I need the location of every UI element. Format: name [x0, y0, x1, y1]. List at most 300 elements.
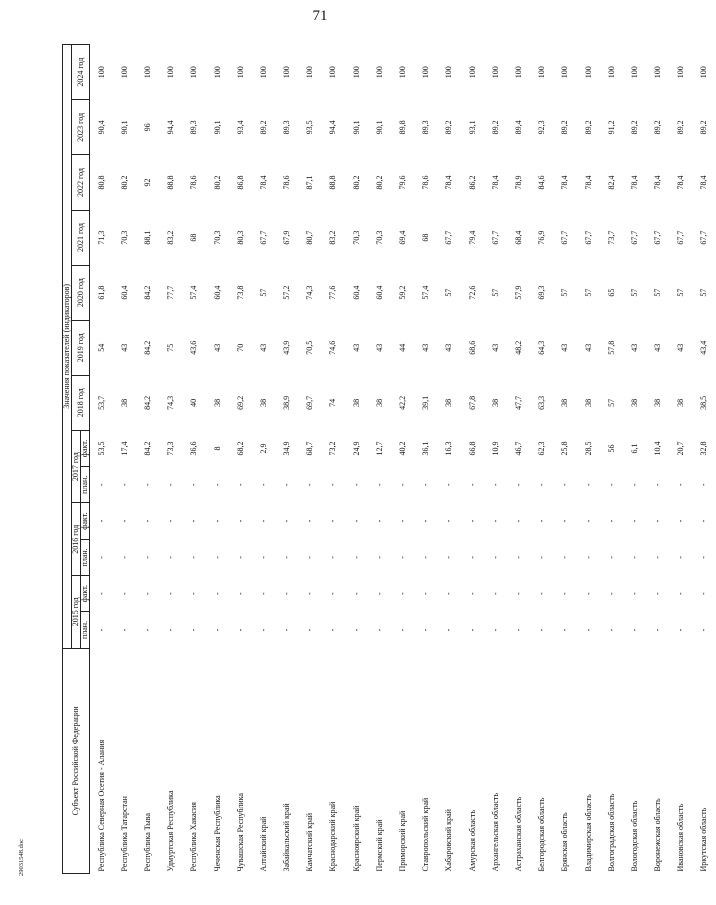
table-row	[368, 45, 391, 874]
value-cell-p17: -	[560, 483, 570, 487]
value-cell-p17: -	[444, 483, 454, 487]
value-cell-y2018: 84,2	[142, 395, 152, 410]
value-cell-y2020: 69,3	[537, 285, 547, 300]
value-cell-y2024: 100	[676, 66, 686, 79]
table-row	[229, 45, 252, 874]
value-cell-y2024: 100	[444, 66, 454, 79]
value-cell-y2018: 38	[374, 398, 384, 407]
value-cell-y2023: 89,4	[513, 120, 523, 135]
value-cell-y2023: 89,2	[444, 120, 454, 135]
value-cell-y2020: 59,2	[398, 285, 408, 300]
fact-2016-header: факт.	[81, 503, 90, 539]
value-cell-y2023: 92,3	[537, 120, 547, 135]
footer-filename: 29031548.doc	[18, 838, 25, 876]
value-cell-f17: 32,8	[699, 441, 709, 456]
value-cell-f15: -	[444, 592, 454, 596]
value-cell-p16: -	[258, 556, 268, 559]
value-cell-y2024: 100	[490, 66, 500, 79]
value-cell-p16: -	[583, 556, 593, 559]
value-cell-y2019: 43	[444, 343, 454, 352]
value-cell-y2019: 43	[629, 343, 639, 352]
value-cell-f17: 56	[606, 444, 616, 453]
value-cell-f16: -	[96, 519, 106, 523]
value-cell-y2024: 100	[258, 66, 268, 79]
value-cell-p16: -	[374, 556, 384, 559]
fact-2015-header: факт.	[81, 576, 90, 612]
value-cell-y2023: 93,4	[235, 120, 245, 135]
value-cell-y2023: 89,2	[629, 120, 639, 135]
value-cell-f16: -	[189, 519, 199, 523]
value-cell-f16: -	[490, 519, 500, 523]
value-cell-y2022: 78,6	[189, 175, 199, 190]
value-cell-y2024: 100	[583, 66, 593, 79]
value-cell-y2021: 73,7	[606, 230, 616, 245]
value-cell-p15: -	[653, 628, 663, 632]
value-cell-y2022: 78,4	[653, 175, 663, 190]
value-cell-y2023: 89,8	[398, 120, 408, 135]
value-cell-y2018: 69,7	[305, 395, 315, 410]
region-cell: Ставропольский край	[421, 797, 431, 872]
value-cell-y2024: 100	[142, 66, 152, 79]
value-cell-p16: -	[282, 556, 292, 559]
value-cell-y2021: 68,4	[513, 230, 523, 245]
value-cell-y2021: 83,2	[166, 230, 176, 245]
plan-2015-header: план.	[81, 612, 90, 648]
value-cell-f16: -	[629, 519, 639, 523]
value-cell-y2022: 88,8	[328, 175, 338, 190]
value-cell-y2018: 38	[583, 398, 593, 407]
value-cell-y2024: 100	[398, 66, 408, 79]
value-cell-y2021: 71,3	[96, 230, 106, 245]
value-cell-p15: -	[490, 628, 500, 632]
value-cell-y2022: 86,2	[467, 175, 477, 190]
value-cell-y2019: 43	[583, 343, 593, 352]
value-cell-y2024: 100	[606, 66, 616, 79]
value-cell-y2021: 70,3	[212, 230, 222, 245]
value-cell-p17: -	[235, 483, 245, 487]
value-cell-f15: -	[328, 592, 338, 596]
region-cell: Камчатский край	[305, 812, 315, 872]
value-cell-p15: -	[189, 628, 199, 632]
value-cell-y2023: 89,3	[189, 120, 199, 135]
value-cell-f15: -	[189, 592, 199, 596]
value-cell-f17: 2,9	[258, 443, 268, 454]
region-cell: Краснодарский край	[328, 801, 338, 872]
value-cell-p16: -	[560, 556, 570, 559]
value-cell-y2021: 67,7	[629, 230, 639, 245]
value-cell-y2024: 100	[374, 66, 384, 79]
value-cell-y2022: 86,8	[235, 175, 245, 190]
region-cell: Республика Северная Осетия - Алания	[96, 739, 106, 872]
table-row	[577, 45, 600, 874]
value-cell-p15: -	[444, 628, 454, 632]
value-cell-y2021: 67,7	[560, 230, 570, 245]
value-cell-y2022: 78,4	[444, 175, 454, 190]
value-cell-y2019: 75	[166, 343, 176, 352]
value-cell-p17: -	[374, 483, 384, 487]
value-cell-p16: -	[166, 556, 176, 559]
value-cell-y2022: 78,6	[282, 175, 292, 190]
value-cell-p15: -	[166, 628, 176, 632]
value-cell-f16: -	[305, 519, 315, 523]
value-cell-p17: -	[305, 483, 315, 487]
value-cell-f15: -	[258, 592, 268, 596]
value-cell-y2018: 74,3	[166, 395, 176, 410]
table-row	[90, 45, 114, 874]
value-cell-y2022: 80,2	[119, 175, 129, 190]
table-row	[206, 45, 229, 874]
value-cell-y2019: 43	[351, 343, 361, 352]
table-row	[322, 45, 345, 874]
value-cell-p17: -	[189, 483, 199, 487]
value-cell-y2020: 57,2	[282, 285, 292, 300]
value-cell-y2022: 80,2	[351, 175, 361, 190]
value-cell-y2021: 76,9	[537, 230, 547, 245]
value-cell-f15: -	[374, 592, 384, 596]
value-cell-p15: -	[421, 628, 431, 632]
value-cell-y2019: 43	[421, 343, 431, 352]
value-cell-f15: -	[676, 592, 686, 596]
value-cell-y2020: 74,3	[305, 285, 315, 300]
value-cell-y2023: 89,3	[282, 120, 292, 135]
value-cell-p16: -	[142, 556, 152, 559]
value-cell-y2020: 61,8	[96, 285, 106, 300]
value-cell-p15: -	[513, 628, 523, 632]
value-cell-f17: 68,7	[305, 441, 315, 456]
region-column-header: Субъект Российской Федерации	[63, 648, 90, 873]
value-cell-y2018: 47,7	[513, 395, 523, 410]
value-cell-y2024: 100	[305, 66, 315, 79]
value-cell-y2021: 88,1	[142, 230, 152, 245]
value-cell-y2020: 57	[629, 288, 639, 297]
region-cell: Забайкальский край	[282, 803, 292, 872]
value-cell-f16: -	[537, 519, 547, 523]
value-cell-p17: -	[421, 483, 431, 487]
value-cell-f16: -	[119, 519, 129, 523]
table-row	[345, 45, 368, 874]
value-cell-f15: -	[235, 592, 245, 596]
value-cell-y2021: 68	[421, 233, 431, 242]
value-cell-f16: -	[142, 519, 152, 523]
value-cell-y2024: 100	[699, 66, 709, 79]
value-cell-p15: -	[258, 628, 268, 632]
value-cell-f16: -	[699, 519, 709, 523]
value-cell-y2022: 80,8	[96, 175, 106, 190]
value-cell-f15: -	[629, 592, 639, 596]
value-cell-f17: 20,7	[676, 441, 686, 456]
value-cell-y2020: 60,4	[119, 285, 129, 300]
value-cell-p17: -	[699, 483, 709, 487]
value-cell-f15: -	[398, 592, 408, 596]
value-cell-f17: 16,3	[444, 441, 454, 456]
value-cell-f17: 17,4	[119, 441, 129, 456]
value-cell-y2024: 100	[351, 66, 361, 79]
table-row	[415, 45, 438, 874]
value-cell-y2024: 100	[467, 66, 477, 79]
year-2018-header: 2018 год	[72, 375, 90, 430]
value-cell-f17: 8	[212, 446, 222, 451]
region-cell: Хабаровский край	[444, 809, 454, 872]
value-cell-p16: -	[235, 556, 245, 559]
region-cell: Волгоградская область	[606, 793, 616, 872]
value-cell-f15: -	[96, 592, 106, 596]
value-cell-p17: -	[328, 483, 338, 487]
value-cell-y2019: 43	[374, 343, 384, 352]
value-cell-y2019: 74,6	[328, 340, 338, 355]
value-cell-y2022: 78,4	[699, 175, 709, 190]
value-cell-y2022: 80,2	[374, 175, 384, 190]
table-row	[276, 45, 299, 874]
value-cell-f16: -	[606, 519, 616, 523]
value-cell-y2019: 68,6	[467, 340, 477, 355]
value-cell-y2022: 78,4	[490, 175, 500, 190]
value-cell-y2019: 43	[653, 343, 663, 352]
value-cell-p16: -	[537, 556, 547, 559]
region-cell: Алтайский край	[258, 816, 268, 872]
value-cell-y2023: 96	[142, 123, 152, 132]
value-cell-y2023: 89,2	[676, 120, 686, 135]
value-cell-p16: -	[305, 556, 315, 559]
value-cell-p16: -	[351, 556, 361, 559]
value-cell-f15: -	[513, 592, 523, 596]
value-cell-f15: -	[583, 592, 593, 596]
value-cell-y2023: 93,5	[305, 120, 315, 135]
value-cell-p15: -	[282, 628, 292, 632]
year-2015-header: 2015 год	[72, 576, 81, 649]
value-cell-p17: -	[351, 483, 361, 487]
table-row	[484, 45, 507, 874]
value-cell-y2023: 90,1	[119, 120, 129, 135]
value-cell-y2021: 67,7	[444, 230, 454, 245]
value-cell-y2023: 90,4	[96, 120, 106, 135]
year-2022-header: 2022 год	[72, 155, 90, 210]
value-cell-y2021: 70,3	[119, 230, 129, 245]
table-row	[252, 45, 275, 874]
region-cell: Красноярский край	[351, 805, 361, 872]
value-cell-y2019: 64,3	[537, 340, 547, 355]
value-cell-y2024: 100	[328, 66, 338, 79]
value-cell-y2023: 90,1	[351, 120, 361, 135]
table-row	[160, 45, 183, 874]
value-cell-p16: -	[629, 556, 639, 559]
year-2024-header: 2024 год	[72, 45, 90, 100]
value-cell-y2021: 67,9	[282, 230, 292, 245]
region-cell: Чувашская Республика	[235, 793, 245, 872]
value-cell-p17: -	[583, 483, 593, 487]
year-2020-header: 2020 год	[72, 265, 90, 320]
value-cell-y2023: 89,2	[258, 120, 268, 135]
value-cell-y2020: 60,4	[374, 285, 384, 300]
value-cell-y2020: 60,4	[212, 285, 222, 300]
value-cell-y2021: 70,3	[351, 230, 361, 245]
value-cell-y2022: 78,4	[258, 175, 268, 190]
value-cell-p17: -	[258, 483, 268, 487]
value-cell-y2018: 38	[629, 398, 639, 407]
value-cell-p15: -	[351, 628, 361, 632]
table-row	[623, 45, 646, 874]
region-cell: Республика Тыва	[142, 813, 152, 872]
value-cell-y2024: 100	[560, 66, 570, 79]
value-cell-p15: -	[374, 628, 384, 632]
value-cell-y2020: 57	[699, 288, 709, 297]
value-cell-y2019: 43	[212, 343, 222, 352]
value-cell-f17: 10,4	[653, 441, 663, 456]
value-cell-y2021: 80,7	[305, 230, 315, 245]
plan-2016-header: план.	[81, 539, 90, 575]
value-cell-y2020: 57	[490, 288, 500, 297]
value-cell-y2018: 38,5	[699, 395, 709, 410]
value-cell-y2022: 88,8	[166, 175, 176, 190]
value-cell-f16: -	[258, 519, 268, 523]
value-cell-p17: -	[629, 483, 639, 487]
value-cell-f17: 62,3	[537, 441, 547, 456]
region-cell: Пермский край	[374, 819, 384, 872]
value-cell-f15: -	[467, 592, 477, 596]
value-cell-y2018: 38	[560, 398, 570, 407]
value-cell-f16: -	[235, 519, 245, 523]
value-cell-y2018: 67,8	[467, 395, 477, 410]
value-cell-p17: -	[653, 483, 663, 487]
value-cell-y2020: 84,2	[142, 285, 152, 300]
table-row	[647, 45, 670, 874]
value-cell-f15: -	[282, 592, 292, 596]
value-cell-f17: 36,1	[421, 441, 431, 456]
value-cell-y2018: 38	[351, 398, 361, 407]
value-cell-y2021: 68	[189, 233, 199, 242]
value-cell-p15: -	[560, 628, 570, 632]
region-cell: Приморский край	[398, 810, 408, 872]
value-cell-y2019: 70,5	[305, 340, 315, 355]
plan-2017-header: план.	[81, 467, 90, 503]
value-cell-f16: -	[513, 519, 523, 523]
value-cell-p16: -	[212, 556, 222, 559]
value-cell-y2023: 94,4	[328, 120, 338, 135]
value-cell-y2021: 67,7	[583, 230, 593, 245]
value-cell-p16: -	[467, 556, 477, 559]
value-cell-y2020: 57	[444, 288, 454, 297]
region-cell: Чеченская Республика	[212, 795, 222, 872]
value-cell-y2024: 100	[653, 66, 663, 79]
year-2019-header: 2019 год	[72, 320, 90, 375]
value-cell-y2019: 43	[258, 343, 268, 352]
table-row	[113, 45, 136, 874]
value-cell-y2018: 38	[212, 398, 222, 407]
value-cell-f17: 6,1	[629, 443, 639, 454]
value-cell-p16: -	[96, 556, 106, 559]
value-cell-y2024: 100	[96, 66, 106, 79]
value-cell-f15: -	[142, 592, 152, 596]
value-cell-y2022: 92	[142, 178, 152, 187]
table-row	[554, 45, 577, 874]
value-cell-p16: -	[490, 556, 500, 559]
value-cell-y2018: 38,9	[282, 395, 292, 410]
region-cell: Республика Хакасия	[189, 802, 199, 872]
indicators-table	[62, 44, 716, 874]
value-cell-p15: -	[142, 628, 152, 632]
value-cell-y2024: 100	[166, 66, 176, 79]
value-cell-y2023: 89,2	[653, 120, 663, 135]
value-cell-f15: -	[653, 592, 663, 596]
value-cell-y2018: 39,1	[421, 395, 431, 410]
value-cell-p15: -	[96, 628, 106, 632]
value-cell-y2023: 90,1	[374, 120, 384, 135]
value-cell-p16: -	[606, 556, 616, 559]
region-cell: Белгородская область	[537, 797, 547, 872]
value-cell-f17: 34,9	[282, 441, 292, 456]
value-cell-y2019: 43	[490, 343, 500, 352]
value-cell-f15: -	[421, 592, 431, 596]
value-cell-y2021: 69,4	[398, 230, 408, 245]
value-cell-f17: 24,9	[351, 441, 361, 456]
value-cell-y2024: 100	[119, 66, 129, 79]
value-cell-y2024: 100	[235, 66, 245, 79]
value-cell-p15: -	[676, 628, 686, 632]
value-cell-y2018: 57	[606, 398, 616, 407]
value-cell-y2018: 69,2	[235, 395, 245, 410]
value-cell-y2020: 57	[258, 288, 268, 297]
value-cell-y2020: 77,6	[328, 285, 338, 300]
year-2016-header: 2016 год	[72, 503, 81, 576]
value-cell-y2021: 80,3	[235, 230, 245, 245]
value-cell-f15: -	[537, 592, 547, 596]
value-cell-p15: -	[235, 628, 245, 632]
value-cell-f16: -	[212, 519, 222, 523]
value-cell-p16: -	[653, 556, 663, 559]
value-cell-y2019: 43,6	[189, 340, 199, 355]
value-cell-p15: -	[467, 628, 477, 632]
table-row	[670, 45, 693, 874]
value-cell-y2019: 44	[398, 343, 408, 352]
value-cell-f16: -	[374, 519, 384, 523]
value-cell-p16: -	[189, 556, 199, 559]
value-cell-y2021: 67,7	[676, 230, 686, 245]
value-cell-y2021: 70,3	[374, 230, 384, 245]
value-cell-y2021: 83,2	[328, 230, 338, 245]
table-row	[299, 45, 322, 874]
region-cell: Воронежская область	[653, 798, 663, 872]
value-cell-y2023: 89,2	[583, 120, 593, 135]
value-cell-f15: -	[699, 592, 709, 596]
value-cell-y2022: 82,4	[606, 175, 616, 190]
value-cell-f16: -	[351, 519, 361, 523]
value-cell-y2024: 100	[282, 66, 292, 79]
year-2023-header: 2023 год	[72, 100, 90, 155]
value-cell-p17: -	[490, 483, 500, 487]
value-cell-y2021: 79,4	[467, 230, 477, 245]
value-cell-p17: -	[467, 483, 477, 487]
value-cell-f16: -	[560, 519, 570, 523]
region-cell: Удмуртская Республика	[166, 790, 176, 872]
value-cell-p16: -	[444, 556, 454, 559]
value-cell-y2021: 67,7	[258, 230, 268, 245]
table-row	[438, 45, 461, 874]
value-cell-y2020: 57	[653, 288, 663, 297]
fact-2017-header: факт.	[81, 430, 90, 466]
table-body	[90, 45, 716, 874]
value-cell-p16: -	[513, 556, 523, 559]
value-cell-f16: -	[676, 519, 686, 523]
value-cell-p16: -	[119, 556, 129, 559]
value-cell-p15: -	[328, 628, 338, 632]
value-cell-y2023: 90,1	[212, 120, 222, 135]
value-cell-y2022: 87,1	[305, 175, 315, 190]
value-cell-y2018: 42,2	[398, 395, 408, 410]
value-cell-p17: -	[96, 483, 106, 487]
value-cell-y2018: 40	[189, 398, 199, 407]
value-cell-y2019: 70	[235, 343, 245, 352]
value-cell-f17: 73,3	[166, 441, 176, 456]
value-cell-f16: -	[421, 519, 431, 523]
